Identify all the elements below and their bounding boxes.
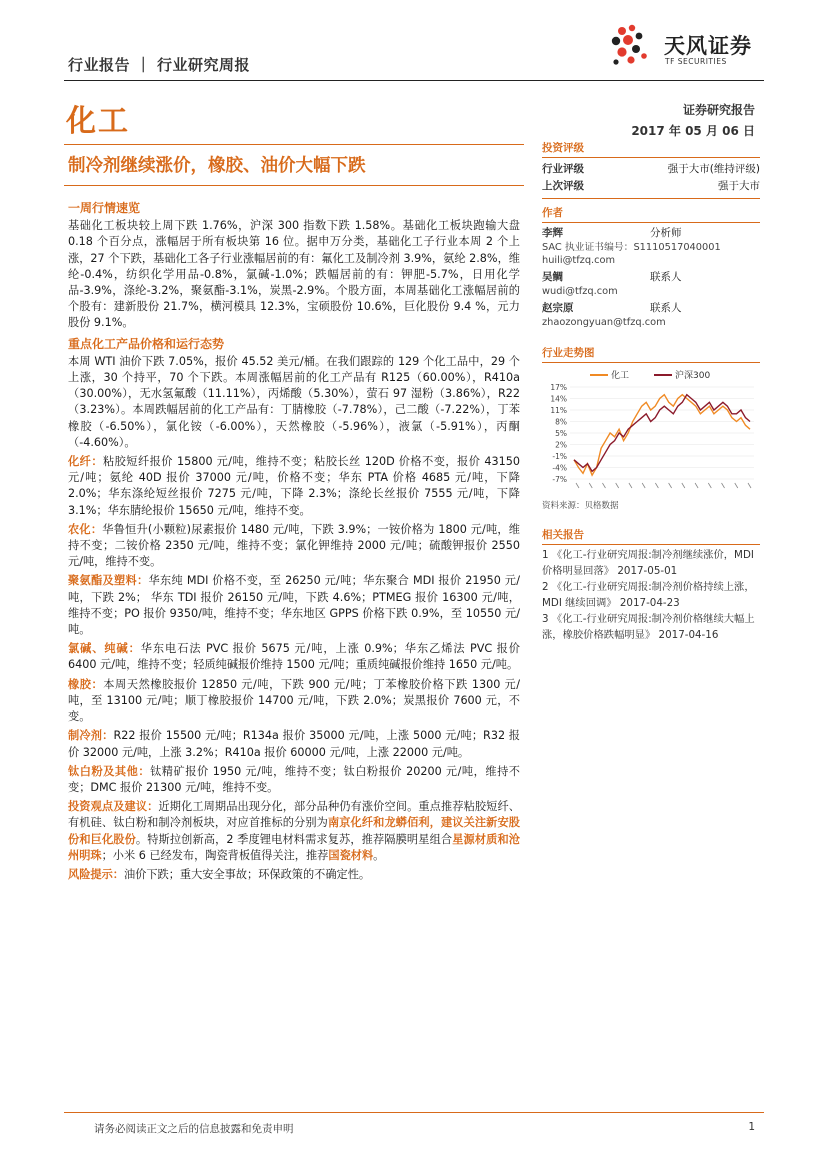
- y-tick-label: 5%: [555, 429, 567, 438]
- risk-tag: 风险提示：: [68, 867, 124, 881]
- chart-y-ticks: [550, 383, 567, 484]
- y-tick-label: 8%: [555, 417, 567, 427]
- titanium-text: 钛精矿报价 1950 元/吨，维持不变；钛白粉报价 20200 元/吨，维持不变；DMC 报价 21300 元/吨，维持不变。: [68, 764, 520, 794]
- legend-hs300: 沪深300: [675, 371, 711, 381]
- sidebar-divider: [542, 198, 760, 199]
- x-tick-mark: [655, 483, 658, 488]
- agri-paragraph: [68, 522, 520, 571]
- chart-source: 资料来源：贝格数据: [542, 501, 619, 511]
- author-2-name: 吴鲷: [542, 271, 563, 283]
- x-tick-mark: [722, 483, 725, 488]
- author-1-role: 分析师: [650, 227, 682, 239]
- agri-text: 华鲁恒升(小颗粒)尿素报价 1480 元/吨，下跌 3.9%；一铵价格为 1800 元/吨，维持不变；二铵价格 2350 元/吨，维持不变；氯化钾维持 2000 元/吨；硫酸钾报价 2550 元/吨，维持不变。: [68, 522, 520, 569]
- x-tick-mark: [735, 483, 738, 488]
- fiber-paragraph: [68, 454, 520, 519]
- weekly-review-paragraph: 基础化工板块较上周下跌 1.76%，沪深 300 指数下跌 1.58%。基础化工板块跑输大盘 0.18 个百分点，涨幅居于所有板块第 16 位。据申万分类，基础化工子行业本周 2 个上涨，27 个下跌，基础化工各子行业涨幅居前的有：氟化工及制冷剂 3.9%，氨纶 2.8%，维纶-0.4%，纺织化学用品-0.8%，氯碱-1.0%；跌幅居前的有：钾肥-5.7%，日用化学品-3.9%，涤纶-3.2%，聚氨酯-3.1%，炭黑-2.9%。个股方面，本周基础化工涨幅居前的个股有：建新股份 21.7%，横河模具 12.3%，宝硕股份 10.6%，巨化股份 9.4 %，元力股份 9.1%。: [68, 219, 520, 330]
- logo-text-en: TF SECURITIES: [665, 57, 727, 66]
- section-weekly-review-title: 一周行情速览: [68, 201, 141, 215]
- rubber-text: 本周天然橡胶报价 12850 元/吨，下跌 900 元/吨；丁苯橡胶价格下跌 1300 元/吨，至 13100 元/吨；顺丁橡胶报价 14700 元/吨，下跌 2.0%；炭黑报价 7600 元，不变。: [68, 677, 520, 724]
- report-type: 行业报告 ｜ 行业研究周报: [68, 56, 250, 74]
- agri-tag: 农化：: [68, 522, 103, 536]
- investment-text-a: 近期化工周期品出现分化，部分品种仍有涨价空间。重点推荐粘胶短纤、有机硅、钛白粉和制冷剂板块，对应首推标的分别为: [68, 800, 520, 830]
- industry-title: 化工: [66, 104, 130, 139]
- chlor-alkali-tag: 氯碱、纯碱：: [68, 642, 141, 656]
- author-3-role: 联系人: [650, 302, 682, 314]
- author-3-name: 赵宗原: [542, 302, 574, 314]
- related-heading: 相关报告: [542, 527, 760, 545]
- rating-heading: 投资评级: [542, 140, 760, 158]
- fiber-text: 粘胶短纤报价 15800 元/吨，维持不变；粘胶长丝 120D 价格不变，报价 43150 元/吨；氨纶 40D 报价 37000 元/吨，价格不变；华东 PTA 价格 4685 元/吨，下降 2.0%；华东涤纶短丝报价 7275 元/吨，下降 2.3%；涤纶长丝报价 7555 元/吨，下降 3.1%；华东腈纶报价 15650 元/吨，维持不变。: [68, 455, 520, 517]
- x-tick-mark: [748, 483, 751, 488]
- rating-row: [542, 161, 760, 178]
- rubber-tag: 橡胶：: [68, 677, 104, 691]
- x-tick-mark: [576, 483, 579, 488]
- trend-heading: 行业走势图: [542, 345, 760, 363]
- refrigerant-paragraph: [68, 728, 520, 760]
- series-chemical: [574, 395, 750, 476]
- y-tick-label: 17%: [550, 383, 567, 392]
- footer-divider: [64, 1112, 764, 1113]
- legend-chemical: 化工: [611, 371, 630, 381]
- chart-x-ticks: [576, 483, 751, 488]
- rating-label: 行业评级: [542, 163, 584, 175]
- y-tick-label: 2%: [555, 440, 567, 450]
- author-3: [542, 301, 760, 316]
- author-2-email[interactable]: wudi@tfzq.com: [542, 286, 618, 297]
- author-2-role: 联系人: [650, 271, 682, 283]
- author-2: [542, 270, 760, 285]
- industry-trend-chart: [542, 367, 760, 497]
- refrigerant-tag: 制冷剂：: [68, 729, 114, 743]
- x-tick-mark: [695, 483, 698, 488]
- pu-tag: 聚氨酯及塑料：: [68, 574, 149, 588]
- author-1: [542, 226, 760, 241]
- x-tick-mark: [708, 483, 711, 488]
- investment-text-d: 。: [373, 848, 385, 862]
- author-1-cert: SAC 执业证书编号：S1110517040001: [542, 242, 721, 253]
- y-tick-label: -1%: [552, 452, 567, 461]
- author-heading: 作者: [542, 205, 760, 223]
- y-tick-label: 14%: [550, 394, 567, 404]
- rating-value: 强于大市(维持评级): [667, 163, 760, 175]
- investment-paragraph: [68, 799, 520, 864]
- titanium-tag: 钛白粉及其他：: [68, 764, 151, 778]
- author-1-email[interactable]: huili@tfzq.com: [542, 255, 616, 266]
- sidebar: [542, 140, 760, 644]
- prev-rating-label: 上次评级: [542, 180, 584, 192]
- y-tick-label: 11%: [550, 406, 567, 415]
- prev-rating-row: [542, 178, 760, 195]
- main-content: [68, 200, 520, 886]
- refrigerant-text: R22 报价 15500 元/吨；R134a 报价 35000 元/吨，上涨 5000 元/吨；R32 报价 32000 元/吨，上涨 3.2%；R410a 报价 60000 元/吨，上涨 22000 元/吨。: [68, 729, 520, 759]
- related-report-2[interactable]: 2 《化工-行业研究周报:制冷剂价格持续上涨，MDI 继续回调》 2017-04-23: [542, 581, 755, 609]
- investment-highlight-3: 国瓷材料: [328, 848, 374, 862]
- pu-paragraph: [68, 573, 520, 638]
- investment-tag: 投资观点及建议：: [68, 800, 159, 814]
- related-report-1[interactable]: 1 《化工-行业研究周报:制冷剂继续涨价，MDI 价格明显回落》 2017-05-01: [542, 549, 754, 577]
- x-tick-mark: [616, 483, 619, 488]
- chart-series: [574, 395, 750, 476]
- product-prices-paragraph: 本周 WTI 油价下跌 7.05%，报价 45.52 美元/桶。在我们跟踪的 129 个化工品中，29 个上涨，30 个持平，70 个下跌。本周涨幅居前的化工产品有 R125（60.00%），R410a（30.00%），无水氢氟酸（11.11%），丙烯酸（5.30%），萤石 97 湿粉（3.86%），R22（3.23%）。本周跌幅居前的化工产品有：丁腈橡胶（-7.78%），己二酸（-7.22%），丁苯橡胶（-6.50%），氯化铵（-6.00%），天然橡胶（-5.96%），液氯（-5.91%），丙酮（-4.60%）。: [68, 354, 520, 449]
- chlor-alkali-paragraph: [68, 641, 520, 673]
- x-tick-mark: [629, 483, 632, 488]
- pu-text: 华东纯 MDI 价格不变，至 26250 元/吨；华东聚合 MDI 报价 21950 元/吨，下跌 2%； 华东 TDI 报价 26150 元/吨，下跌 4.6%；PTMEG 报价 16300 元/吨，维持不变；PO 报价 9350/吨，维持不变；华东地区 GPPS 价格下跌 0.9%，至 10550 元/吨。: [68, 574, 520, 637]
- investment-highlight-2: 星源材质和沧州明珠: [68, 832, 520, 862]
- risk-paragraph: [68, 867, 520, 883]
- logo-text-cn: 天风证券: [664, 34, 752, 58]
- author-3-email[interactable]: zhaozongyuan@tfzq.com: [542, 317, 666, 328]
- investment-highlight-1: 南京化纤和龙蟒佰利，建议关注新安股份和巨化股份: [68, 816, 520, 846]
- prev-rating-value: 强于大市: [718, 180, 760, 192]
- document-type: 证券研究报告: [682, 103, 755, 117]
- fiber-tag: 化纤：: [68, 455, 103, 469]
- investment-text-c: ；小米 6 已经发布，陶瓷背板值得关注，推荐: [101, 848, 329, 862]
- page-number: 1: [748, 1121, 755, 1133]
- author-1-name: 李辉: [542, 227, 563, 239]
- x-tick-mark: [682, 483, 685, 488]
- x-tick-mark: [602, 483, 605, 488]
- chlor-alkali-text: 华东电石法 PVC 报价 5675 元/吨，上涨 0.9%；华东乙烯法 PVC 报价 6400 元/吨，维持不变；轻质纯碱报价维持 1500 元/吨；重质纯碱报价维持 1650 元/吨。: [68, 642, 520, 672]
- rubber-paragraph: [68, 677, 520, 726]
- document-date: 2017 年 05 月 06 日: [631, 124, 755, 138]
- risk-text: 油价下跌；重大安全事故；环保政策的不确定性。: [123, 867, 371, 881]
- header-divider: [64, 80, 764, 81]
- related-report-3[interactable]: 3 《化工-行业研究周报:制冷剂价格继续大幅上涨，橡胶价格跌幅明显》 2017-04-16: [542, 613, 755, 641]
- section-product-prices-title: 重点化工产品价格和运行态势: [68, 336, 225, 351]
- y-tick-label: -4%: [552, 463, 567, 473]
- x-tick-mark: [642, 483, 645, 488]
- chart-legend: [590, 369, 710, 381]
- x-tick-mark: [589, 483, 592, 488]
- x-tick-mark: [669, 483, 672, 488]
- title-divider-top: [64, 144, 524, 145]
- report-title: 制冷剂继续涨价，橡胶、油价大幅下跌: [68, 156, 366, 176]
- footer-disclaimer: 请务必阅读正文之后的信息披露和免责申明: [94, 1123, 294, 1135]
- titanium-paragraph: [68, 764, 520, 796]
- title-divider-bottom: [64, 185, 524, 186]
- investment-text-b: 。特斯拉创新高，2 季度锂电材料需求复苏，推荐隔膜明星组合: [135, 832, 453, 846]
- y-tick-label: -7%: [552, 475, 567, 484]
